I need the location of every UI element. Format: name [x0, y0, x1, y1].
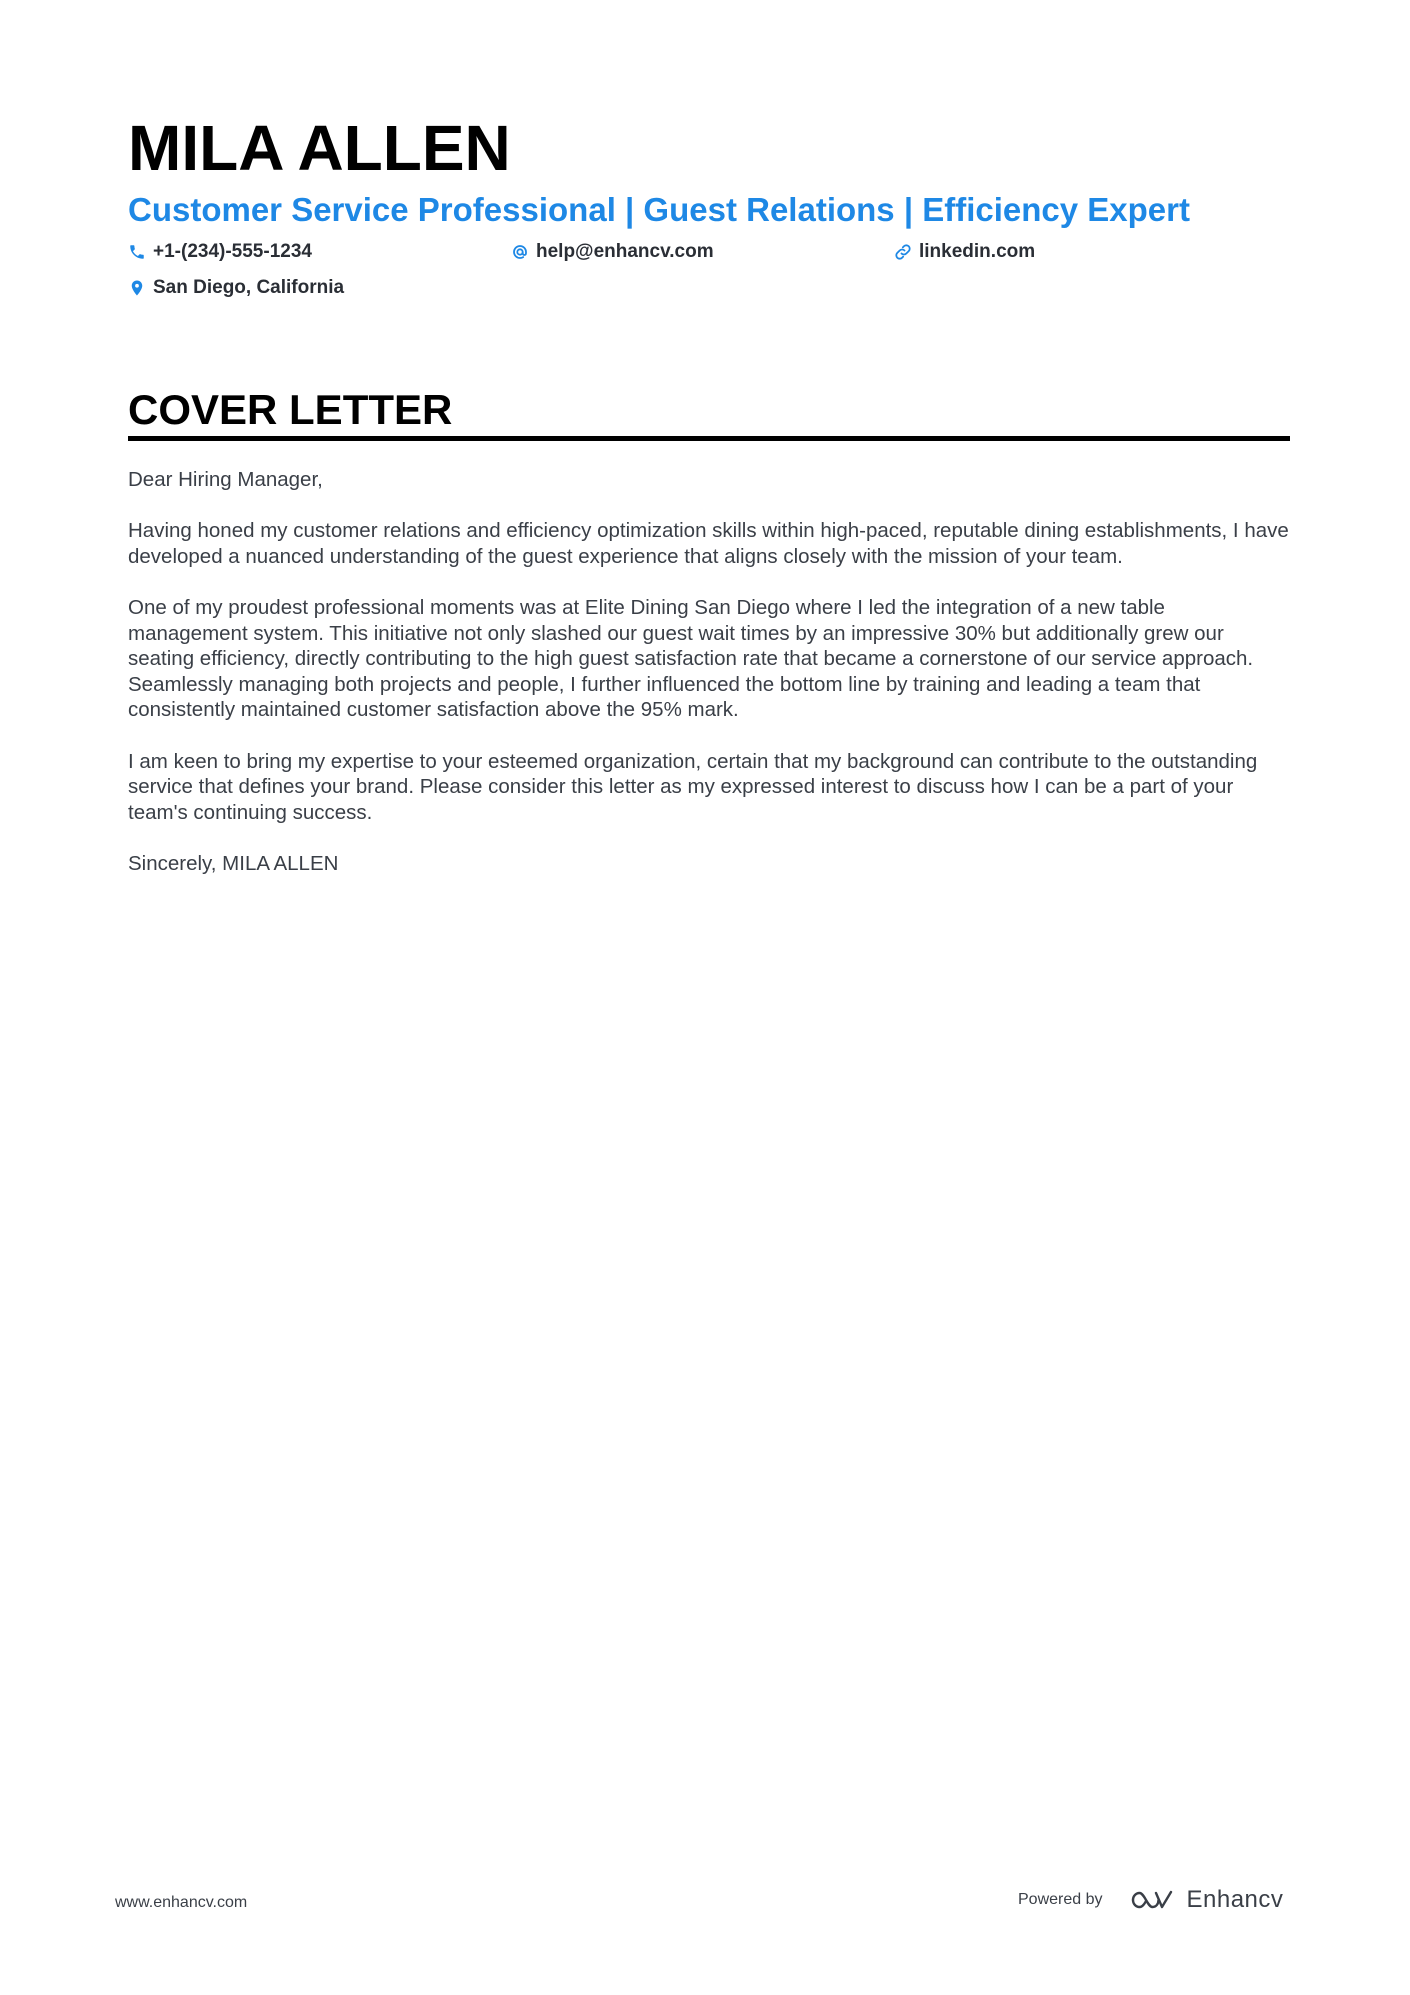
- email-address: help@enhancv.com: [536, 241, 714, 262]
- powered-by-label: Powered by: [1018, 1891, 1103, 1908]
- section-divider: [128, 436, 1290, 441]
- section-title: COVER LETTER: [128, 386, 453, 433]
- at-icon: [511, 243, 529, 261]
- candidate-name: MILA ALLEN: [128, 112, 511, 184]
- salutation: Dear Hiring Manager,: [128, 468, 323, 491]
- contact-info: [128, 238, 1290, 318]
- profile-link: linkedin.com: [919, 241, 1036, 262]
- footer-branding[interactable]: [1018, 1880, 1283, 1920]
- contact-phone[interactable]: [128, 238, 312, 266]
- footer-website[interactable]: www.enhancv.com: [115, 1894, 248, 1911]
- contact-link[interactable]: [894, 238, 1035, 266]
- enhancv-logo-icon: [1129, 1888, 1175, 1912]
- contact-location: [128, 274, 344, 302]
- link-icon: [894, 243, 912, 261]
- letter-paragraph: I am keen to bring my expertise to your esteemed organization, certain that my background can contribute to the outstanding service that defines your brand. Please consider this letter as my expressed interest to discuss how I can be a part of your team's continuing success.: [128, 749, 1258, 824]
- brand-name: Enhancv: [1186, 1886, 1284, 1913]
- location-pin-icon: [128, 279, 146, 297]
- candidate-headline: Customer Service Professional | Guest Relations | Efficiency Expert: [128, 191, 1190, 228]
- phone-icon: [128, 243, 146, 261]
- closing: Sincerely, MILA ALLEN: [128, 851, 339, 875]
- location-text: San Diego, California: [153, 277, 345, 298]
- letter-body: [128, 467, 1290, 902]
- letter-paragraph: One of my proudest professional moments was at Elite Dining San Diego where I led the integration of a new table management system. This initiative not only slashed our guest wait times by an impressive 30% but additionally grew our seating efficiency, directly contributing to the high guest satisfaction rate that became a cornerstone of our service approach. Seamlessly managing both projects and people, I further influenced the bottom line by training and leading a team that consistently maintained customer satisfaction above the 95% mark.: [128, 595, 1254, 722]
- letter-paragraph: Having honed my customer relations and efficiency optimization skills within high-paced, reputable dining establishments, I have developed a nuanced understanding of the guest experience that aligns closely with the mission of your team.: [128, 519, 1289, 568]
- contact-email[interactable]: [511, 238, 714, 266]
- phone-number: +1-(234)-555-1234: [153, 241, 312, 262]
